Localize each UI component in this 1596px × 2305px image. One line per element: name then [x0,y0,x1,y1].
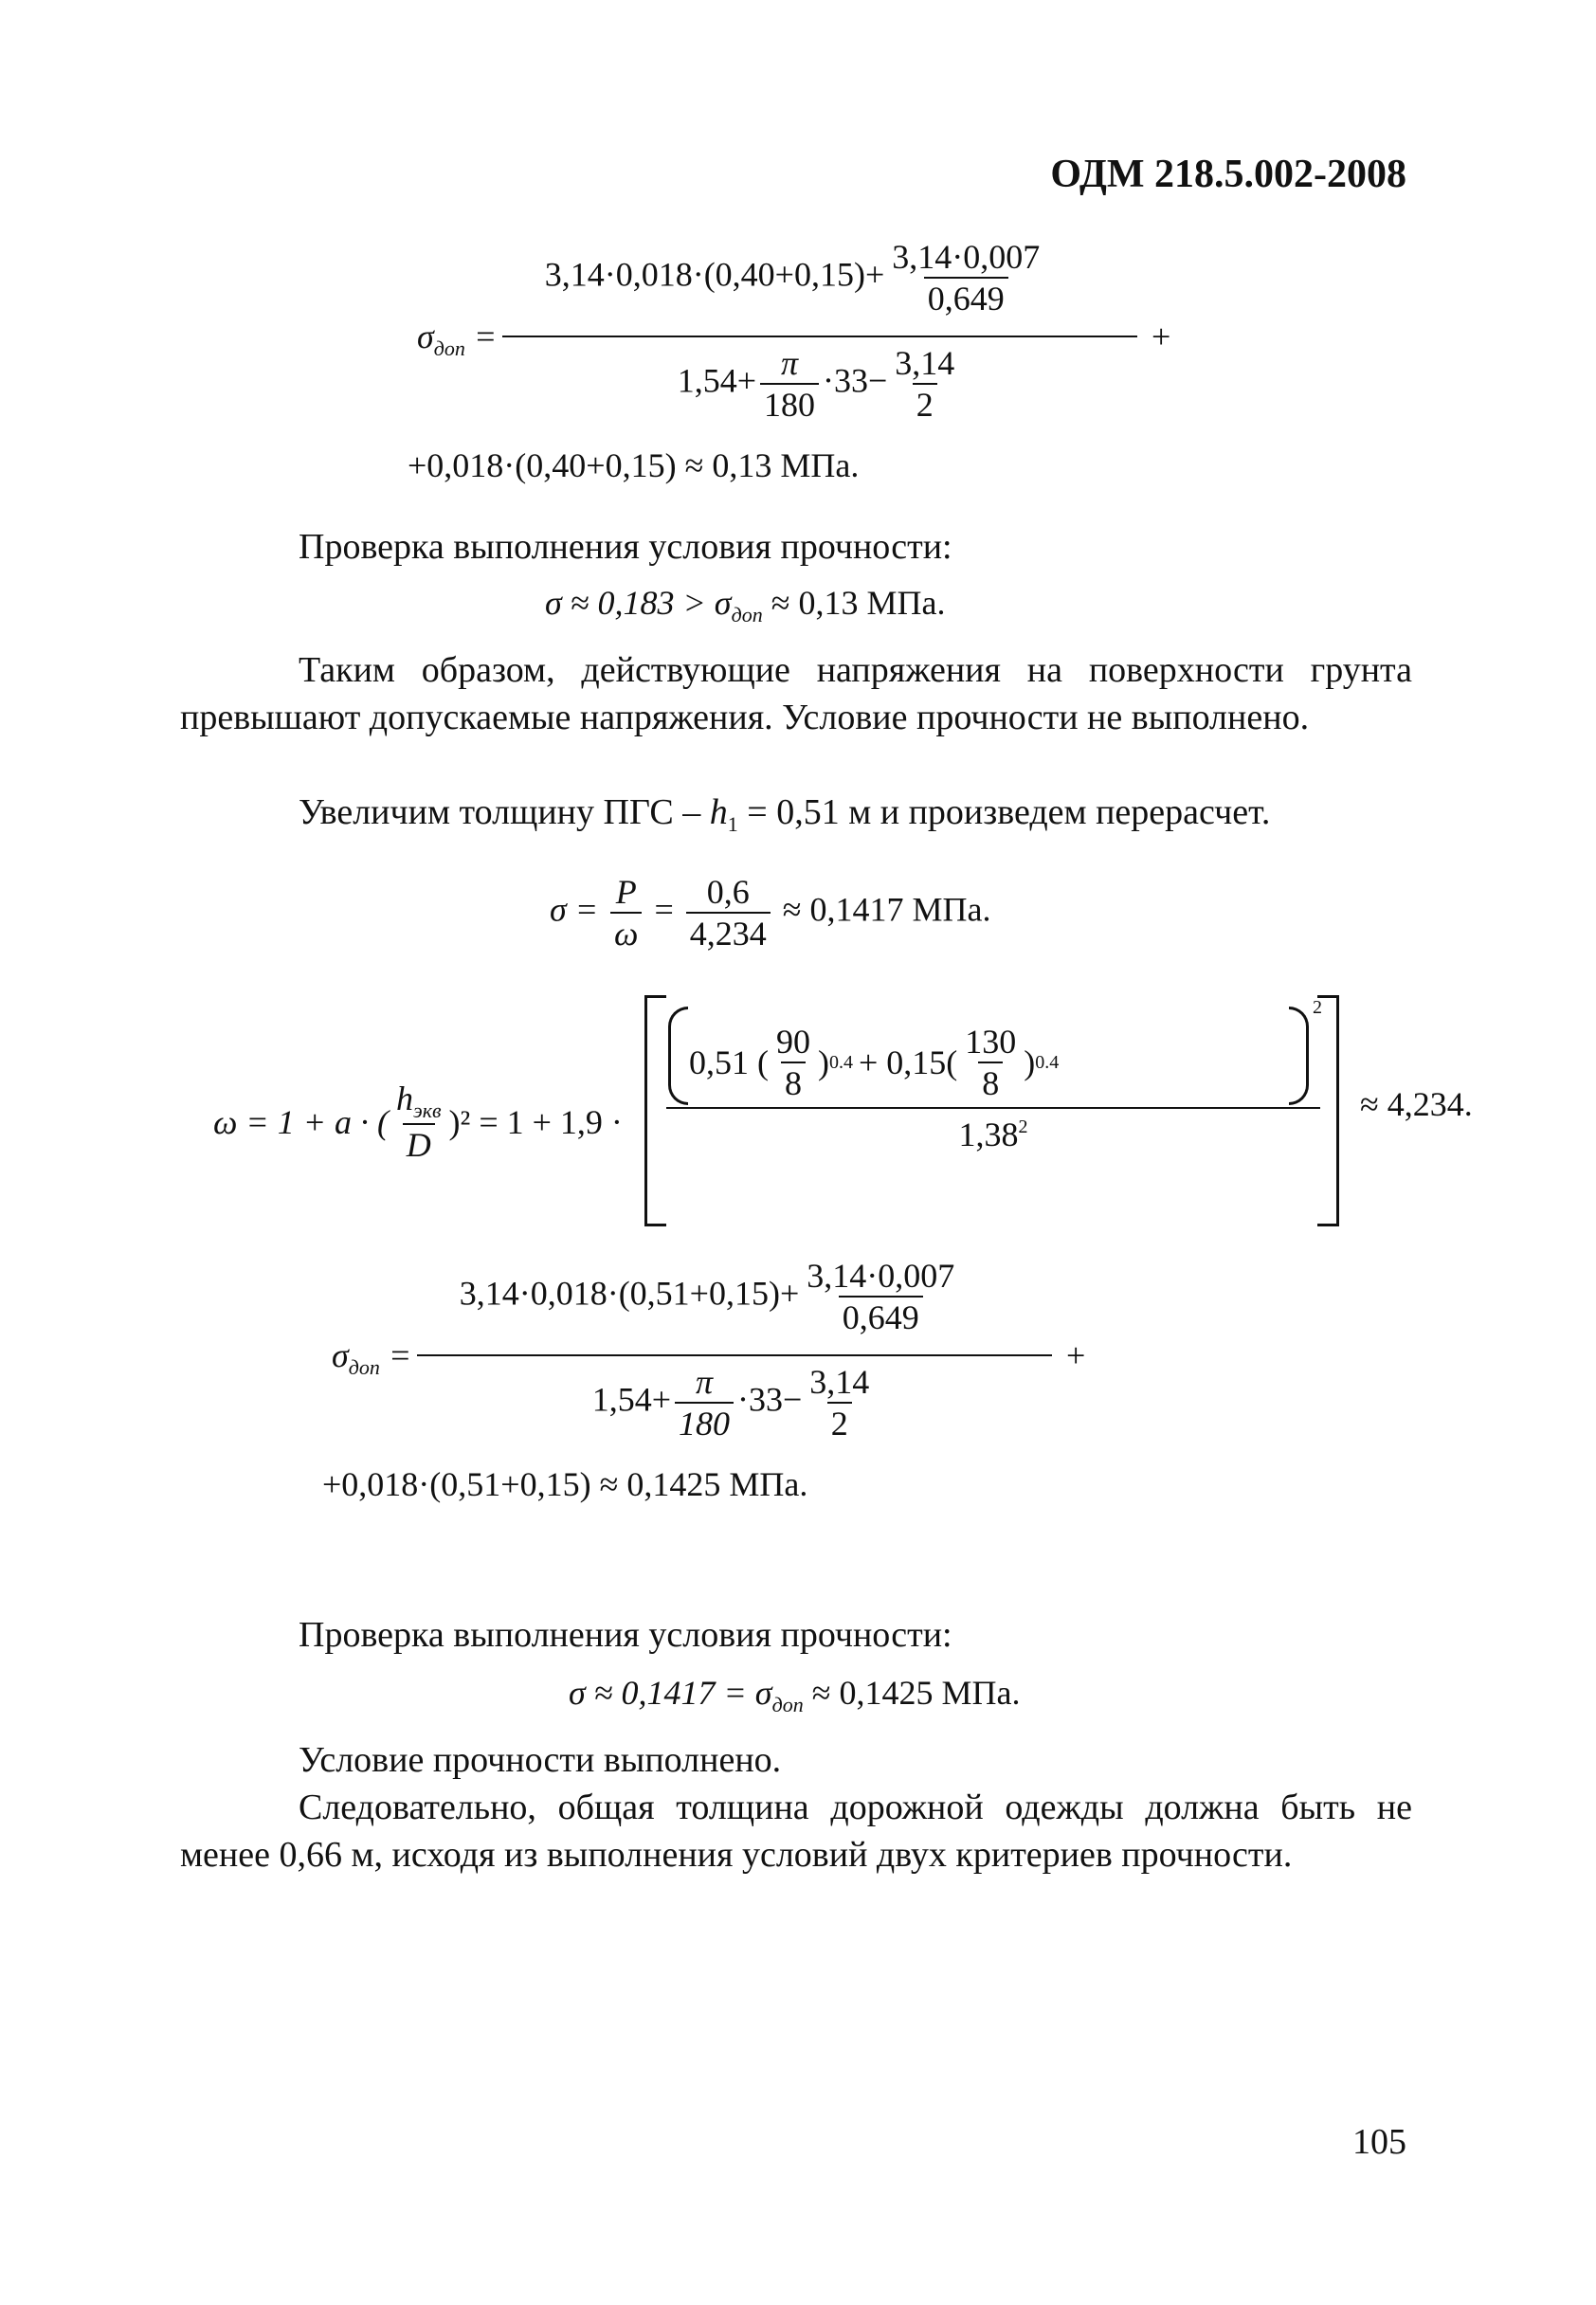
check-expression-1: $\sigma \approx 0,183 > \sigma_{доп} \approx 0,13$ МПа. [545,584,946,626]
omega-lhs: ω = 1 + a · ( $\frac{h_{экв}}{D}$ )² = 1 + 1,9 · [213,1080,623,1164]
paragraph-condition-met: Условие прочности выполнено. [299,1740,782,1780]
formula-lhs: $\sigma_{доп}$ = [417,318,498,360]
check-label-2: Проверка выполнения условия прочности: [299,1615,952,1655]
formula-plus: + [1066,1336,1086,1374]
omega-fraction-bar [666,1107,1320,1109]
square-exponent: 2 [1313,997,1322,1018]
formula-continuation-1: +0,018·(0,40+0,15) ≈ 0,13 МПа. [408,446,860,484]
formula-continuation-2: +0,018·(0,51+0,15) ≈ 0,1425 МПа. [322,1465,808,1503]
formula-denominator: 1,54+ $\frac{\pi}{180}$ ·33− $\frac{3,14}{2}$ [677,344,955,424]
paragraph-conclusion-fail: Таким образом, действующие напряжения на поверхности грунта превышают допускаемые напряжения. Условие прочности не выполнено. [180,650,1412,737]
check-label-1: Проверка выполнения условия прочности: [299,527,952,567]
formula-sigma-dop-2 [322,1256,1099,1455]
right-paren [1289,1007,1309,1105]
formula-sigma-dop-1 [408,237,1185,436]
omega-numerator: 0,51 ( $\frac{90}{8}$ ) 0.4 + 0,15( $\frac{130}{8}$ ) 0.4 2 [668,1007,1322,1101]
main-fraction-bar [502,336,1137,337]
left-square-bracket [644,995,666,1226]
formula-lhs: $\sigma_{доп}$ = [332,1336,412,1379]
omega-denominator: 1,38$^2$ [958,1116,1028,1153]
main-fraction-bar [417,1354,1052,1356]
formula-plus: + [1152,318,1171,355]
paragraph-final-conclusion: Следовательно, общая толщина дорожной одежды должна быть не менее 0,66 м, исходя из выполнения условий двух критериев прочности. [180,1788,1412,1875]
page-number: 105 [1352,2122,1406,2162]
formula-sigma: σ = $\frac{P}{\omega}$ = $\frac{0,6}{4,234}$ ≈ 0,1417 МПа. [550,873,991,953]
omega-result: ≈ 4,234. [1360,1085,1473,1123]
check-expression-2: $\sigma \approx 0,1417 = \sigma_{доп} \approx 0,1425$ МПа. [569,1674,1021,1716]
formula-denominator: 1,54+ $\frac{\pi}{180}$ ·33− $\frac{3,14}{2}$ [591,1363,870,1443]
formula-numerator: 3,14·0,018·(0,40+0,15)+ $\frac{3,14\cdot 0,007}{0,649}$ [544,238,1041,318]
formula-omega [213,995,1473,1223]
formula-numerator: 3,14·0,018·(0,51+0,15)+ $\frac{3,14\cdot 0,007}{0,649}$ [459,1257,955,1336]
left-paren [668,1007,688,1105]
paragraph-increase-thickness: Увеличим толщину ПГС – $h_1 = 0,51$ м и произведем перерасчет. [299,792,1271,836]
document-code: ОДМ 218.5.002-2008 [1050,153,1406,196]
